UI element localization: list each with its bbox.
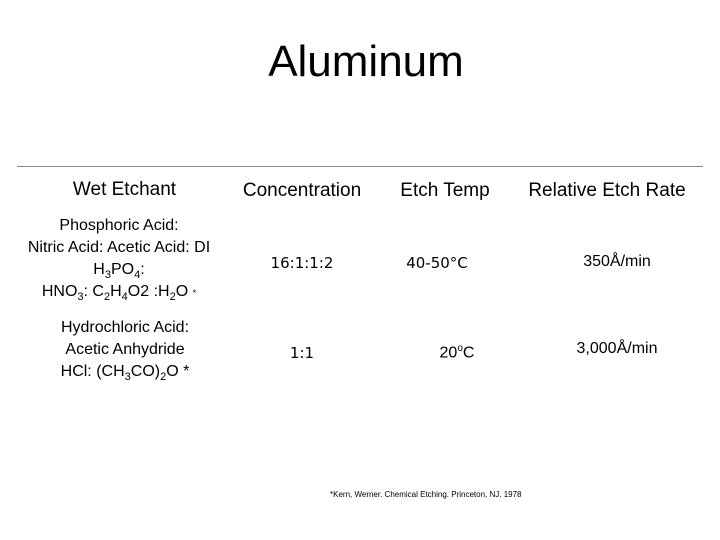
etchant-name-line-1: Phosphoric Acid: [59,217,179,234]
header-wet-etchant: Wet Etchant [72,179,177,200]
footnote: *Kern, Werner. Chemical Etching. Princeton, NJ. 1978 [330,490,522,499]
etchant-name-line-2: Acetic Anhydride [65,341,185,358]
etchant-cell-row-2 [15,317,235,383]
concentration-row-2: 1:1 [289,344,315,362]
etchant-name-line-1: Hydrochloric Acid: [60,319,190,336]
footnote-marker: * [183,363,190,380]
etch-temp-row-1: 40-50°C [406,254,468,272]
header-relative-etch-rate: Relative Etch Rate [528,180,686,201]
header-concentration: Concentration [242,180,362,201]
etchant-name-line-2: Nitric Acid: Acetic Acid: DI [27,239,211,256]
etchant-formula: HCl: $(CH_3CO)_2O$ * [60,363,190,384]
page-title: Aluminum [268,37,464,86]
etchant-formula-line-2: $HNO_3$: $C_2H_4O2$ $:H_2O$ * [41,283,197,304]
header-etch-temp: Etch Temp [400,180,490,201]
etchant-table [17,166,703,384]
etchant-formula-line-1: $H_3PO_4$: [93,261,145,282]
etch-temp-row-2: 20$^o$C [439,343,475,362]
concentration-row-1: 16:1:1:2 [270,254,334,272]
etch-rate-row-2: 3,000Å/min [576,340,658,357]
etch-rate-row-1: 350Å/min [583,253,651,270]
footnote-marker: * [192,288,197,298]
etchant-cell-row-1 [0,215,239,304]
